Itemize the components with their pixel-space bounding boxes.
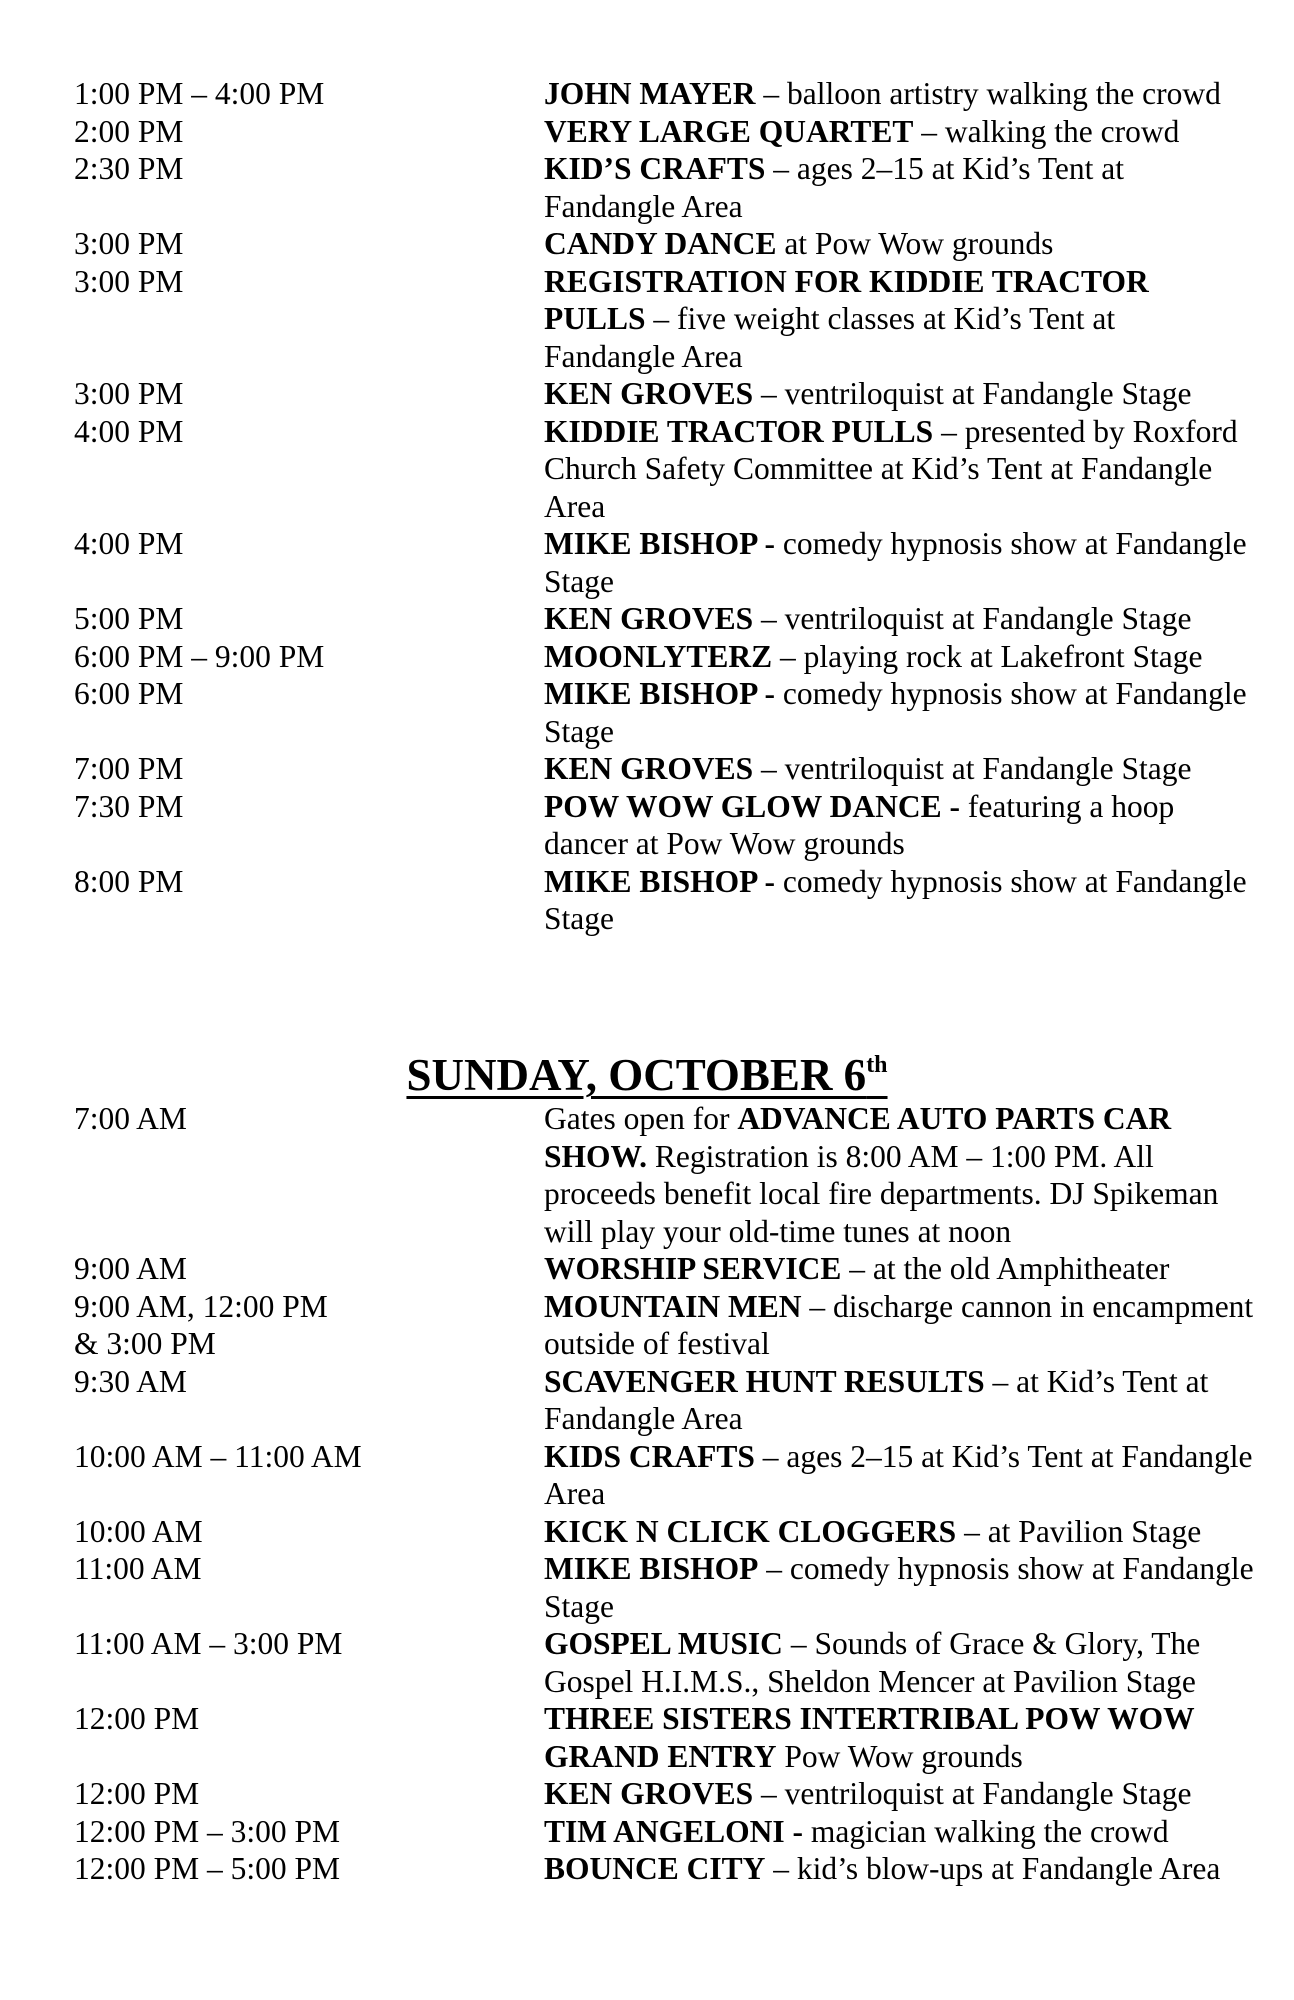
sunday-heading-suffix: th xyxy=(866,1052,888,1078)
schedule-row xyxy=(74,1850,1254,1888)
event-time: 12:00 PM xyxy=(74,1776,200,1811)
event-time: 10:00 AM – 11:00 AM xyxy=(74,1438,362,1474)
schedule-row xyxy=(74,600,1254,638)
event-description xyxy=(544,113,1254,151)
event-time: 5:00 PM xyxy=(74,601,184,636)
schedule-row xyxy=(74,1813,1254,1851)
schedule-row xyxy=(74,1288,1254,1363)
event-details: – ventriloquist at Fandangle Stage xyxy=(753,751,1192,786)
event-details: – at Pavilion Stage xyxy=(956,1513,1202,1549)
schedule-row xyxy=(74,150,1254,225)
event-description xyxy=(544,750,1254,788)
event-details: – at the old Amphitheater xyxy=(841,1251,1170,1286)
event-details: featuring a hoop dancer at Pow Wow grounds xyxy=(544,788,1175,861)
event-name: KEN GROVES xyxy=(544,601,754,636)
event-description xyxy=(544,375,1254,413)
event-details: – balloon artistry walking the crowd xyxy=(755,76,1221,111)
event-name: CANDY DANCE xyxy=(544,226,777,261)
event-time: 1:00 PM – 4:00 PM xyxy=(74,76,325,111)
schedule-row xyxy=(74,1363,1254,1438)
schedule-row xyxy=(74,638,1254,676)
event-description xyxy=(544,1850,1254,1888)
event-name: KEN GROVES xyxy=(544,751,754,786)
event-time: 3:00 PM xyxy=(74,263,184,299)
schedule-row xyxy=(74,263,1254,376)
event-name: POW WOW GLOW DANCE - xyxy=(544,788,960,824)
event-time: 2:00 PM xyxy=(74,113,184,149)
sunday-heading xyxy=(0,1050,1294,1100)
event-time: 9:00 AM, 12:00 PM & 3:00 PM xyxy=(74,1288,328,1361)
schedule-row xyxy=(74,1700,1254,1775)
event-time: 3:00 PM xyxy=(74,226,184,261)
event-description xyxy=(544,225,1254,263)
event-time: 7:00 PM xyxy=(74,751,184,786)
sunday-schedule xyxy=(74,1100,1254,1888)
event-details: comedy hypnosis show at Fandangle Stage xyxy=(544,676,1247,749)
schedule-row xyxy=(74,225,1254,263)
event-description xyxy=(544,788,1254,863)
event-name: KIDDIE TRACTOR PULLS xyxy=(544,413,934,449)
event-name: REGISTRATION FOR KIDDIE TRACTOR PULLS xyxy=(544,263,1149,336)
event-name: MOUNTAIN MEN xyxy=(544,1288,802,1324)
event-name: KID’S CRAFTS xyxy=(544,151,766,186)
event-time: 3:00 PM xyxy=(74,376,184,411)
event-name: GOSPEL MUSIC xyxy=(544,1626,783,1661)
schedule-row xyxy=(74,788,1254,863)
event-time: 4:00 PM xyxy=(74,526,184,561)
schedule-row xyxy=(74,1550,1254,1625)
event-time: 7:00 AM xyxy=(74,1101,187,1136)
event-name: MOONLYTERZ xyxy=(544,638,773,674)
event-time: 10:00 AM xyxy=(74,1513,203,1549)
event-description xyxy=(544,1363,1254,1438)
schedule-row xyxy=(74,113,1254,151)
event-name: MIKE BISHOP - xyxy=(544,526,776,561)
event-description xyxy=(544,413,1254,526)
event-description xyxy=(544,1250,1254,1288)
event-name: JOHN MAYER xyxy=(544,76,756,111)
schedule-row xyxy=(74,1100,1254,1250)
event-details: comedy hypnosis show at Fandangle Stage xyxy=(544,526,1247,599)
event-description xyxy=(544,525,1254,600)
event-details: Registration is 8:00 AM – 1:00 PM. All proceeds benefit local fire departments. DJ Spikeman will play your old-time tunes at noon xyxy=(544,1138,1219,1249)
event-details: – ages 2–15 at Kid’s Tent at Fandangle Area xyxy=(544,1438,1253,1511)
sunday-heading-title: SUNDAY, OCTOBER 6th xyxy=(406,1050,888,1100)
event-description xyxy=(544,1775,1254,1813)
event-details: – playing rock at Lakefront Stage xyxy=(772,638,1203,674)
event-time: 12:00 PM xyxy=(74,1701,200,1736)
event-description xyxy=(544,1700,1254,1775)
event-name: KIDS CRAFTS xyxy=(544,1438,755,1474)
event-description xyxy=(544,1100,1254,1250)
schedule-row xyxy=(74,750,1254,788)
event-time: 2:30 PM xyxy=(74,151,184,186)
schedule-row xyxy=(74,863,1254,938)
event-description-intro: Gates open for xyxy=(544,1101,738,1136)
event-time: 6:00 PM – 9:00 PM xyxy=(74,638,325,674)
event-time: 11:00 AM – 3:00 PM xyxy=(74,1626,343,1661)
event-name: THREE SISTERS INTERTRIBAL POW WOW GRAND ENTRY xyxy=(544,1701,1195,1774)
event-name: BOUNCE CITY xyxy=(544,1851,766,1886)
event-details: – ventriloquist at Fandangle Stage xyxy=(753,601,1192,636)
event-details: – presented by Roxford Church Safety Committee at Kid’s Tent at Fandangle Area xyxy=(544,413,1238,524)
event-time: 6:00 PM xyxy=(74,676,184,711)
event-name: VERY LARGE QUARTET xyxy=(544,113,914,149)
event-details: comedy hypnosis show at Fandangle Stage xyxy=(544,863,1247,936)
event-name: MIKE BISHOP - xyxy=(544,863,776,899)
schedule-row xyxy=(74,375,1254,413)
event-name: KEN GROVES xyxy=(544,376,754,411)
event-details: magician walking the crowd xyxy=(803,1813,1169,1849)
event-description xyxy=(544,1438,1254,1513)
event-details: – kid’s blow-ups at Fandangle Area xyxy=(765,1851,1221,1886)
event-description xyxy=(544,600,1254,638)
event-description xyxy=(544,1813,1254,1851)
event-details: – ages 2–15 at Kid’s Tent at Fandangle Area xyxy=(544,151,1124,224)
event-details: – ventriloquist at Fandangle Stage xyxy=(753,1776,1192,1811)
schedule-row xyxy=(74,1625,1254,1700)
event-description xyxy=(544,1550,1254,1625)
event-time: 7:30 PM xyxy=(74,788,184,824)
saturday-schedule xyxy=(74,75,1254,938)
event-description xyxy=(544,1513,1254,1551)
schedule-row xyxy=(74,1438,1254,1513)
event-description xyxy=(544,638,1254,676)
event-name: TIM ANGELONI - xyxy=(544,1813,804,1849)
event-name: ADVANCE AUTO PARTS CAR SHOW. xyxy=(544,1101,1172,1174)
event-name: MIKE BISHOP - xyxy=(544,676,776,711)
event-time: 4:00 PM xyxy=(74,413,184,449)
event-description xyxy=(544,150,1254,225)
event-details: – ventriloquist at Fandangle Stage xyxy=(753,376,1192,411)
schedule-row xyxy=(74,525,1254,600)
event-description xyxy=(544,75,1254,113)
event-time: 9:30 AM xyxy=(74,1363,187,1399)
event-details: at Pow Wow grounds xyxy=(776,226,1054,261)
event-details: Pow Wow grounds xyxy=(776,1738,1023,1774)
event-details: – discharge cannon in encampment outside of festival xyxy=(544,1288,1254,1361)
event-details: – at Kid’s Tent at Fandangle Area xyxy=(544,1363,1209,1436)
event-time: 11:00 AM xyxy=(74,1551,202,1586)
event-details: – Sounds of Grace & Glory, The Gospel H.I.M.S., Sheldon Mencer at Pavilion Stage xyxy=(544,1626,1201,1699)
schedule-row xyxy=(74,1775,1254,1813)
event-description xyxy=(544,675,1254,750)
event-name: KICK N CLICK CLOGGERS xyxy=(544,1513,957,1549)
schedule-row xyxy=(74,75,1254,113)
schedule-row xyxy=(74,1513,1254,1551)
event-name: SCAVENGER HUNT RESULTS xyxy=(544,1363,985,1399)
event-details: – comedy hypnosis show at Fandangle Stage xyxy=(544,1551,1254,1624)
event-name: KEN GROVES xyxy=(544,1776,754,1811)
event-time: 12:00 PM – 3:00 PM xyxy=(74,1813,341,1849)
event-details: – walking the crowd xyxy=(913,113,1180,149)
event-time: 12:00 PM – 5:00 PM xyxy=(74,1851,341,1886)
schedule-row xyxy=(74,675,1254,750)
event-name: MIKE BISHOP xyxy=(544,1551,759,1586)
event-description xyxy=(544,1625,1254,1700)
schedule-row xyxy=(74,413,1254,526)
event-description xyxy=(544,863,1254,938)
event-description xyxy=(544,1288,1254,1363)
event-details: – five weight classes at Kid’s Tent at Fandangle Area xyxy=(544,301,1116,374)
event-time: 9:00 AM xyxy=(74,1251,187,1286)
event-time: 8:00 PM xyxy=(74,863,184,899)
schedule-row xyxy=(74,1250,1254,1288)
event-description xyxy=(544,263,1254,376)
event-name: WORSHIP SERVICE xyxy=(544,1251,842,1286)
